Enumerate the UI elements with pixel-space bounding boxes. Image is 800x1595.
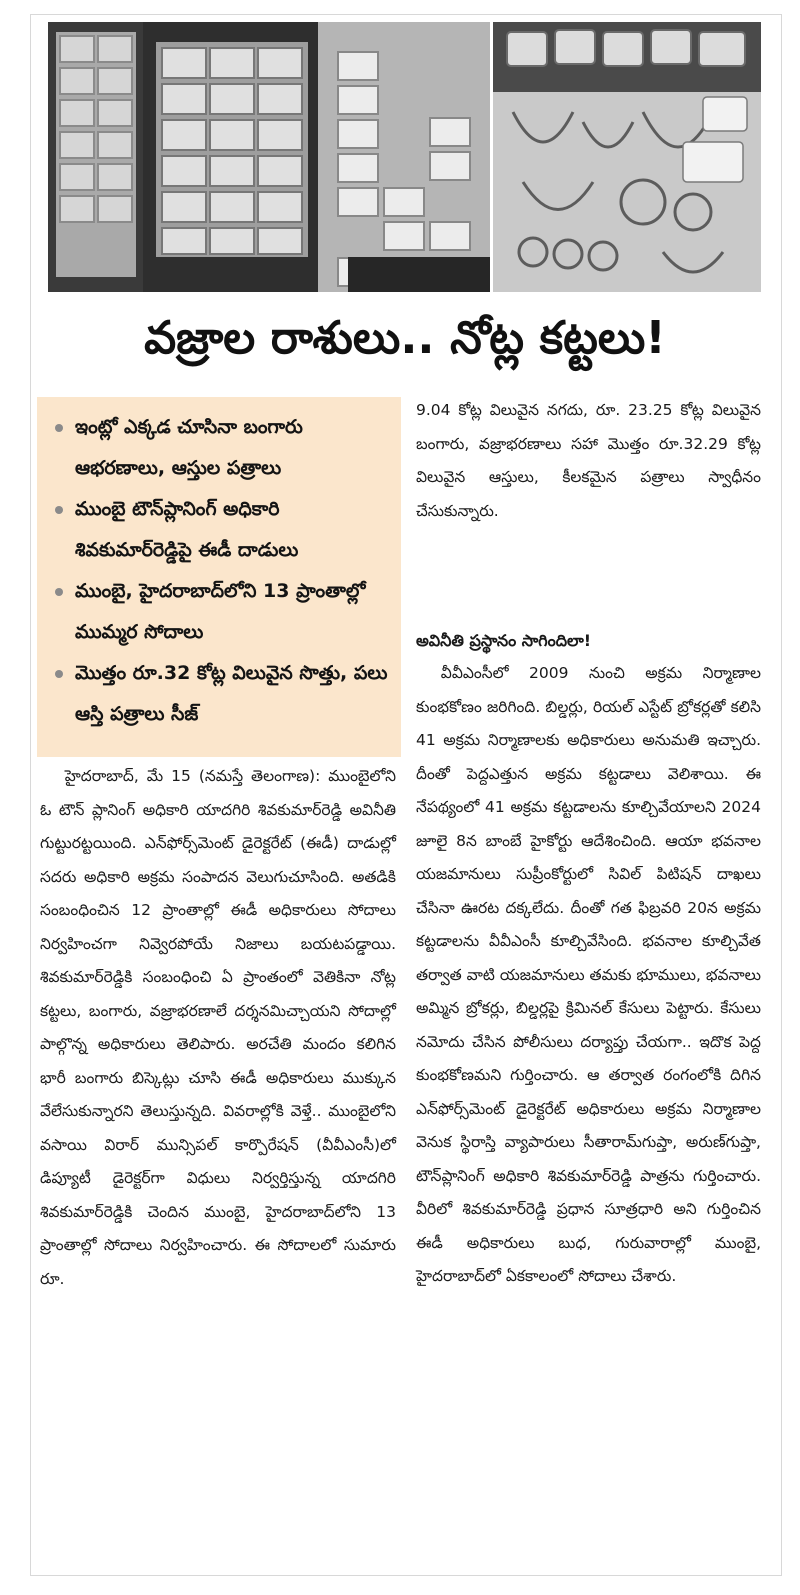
bullet-icon [55, 506, 63, 514]
body-column-right-bottom [416, 625, 761, 1294]
subheading: అవినీతి ప్రస్థానం సాగిందిలా! [416, 631, 592, 650]
highlight-item [51, 407, 391, 489]
body-paragraph: 9.04 కోట్ల విలువైన నగదు, రూ. 23.25 కోట్ల విలువైన బంగారు, వజ్రాభరణాలు సహా మొత్తం రూ.32.29 కోట్ల విలువైన ఆస్తులు, కీలకమైన పత్రాలు స్వాధీనం చేసుకున్నారు. [416, 401, 761, 520]
bullet-icon [55, 670, 63, 678]
highlights-box [37, 397, 401, 757]
jewellery-on-bed-icon [493, 22, 761, 292]
headline: వజ్రాల రాశులు.. నోట్ల కట్టలు! [144, 311, 666, 364]
body-paragraph: హైదరాబాద్, మే 15 (నమస్తే తెలంగాణ): ముంబైలోని ఓ టౌన్ ప్లానింగ్ అధికారి యాదగిరి శివకుమార్‌రెడ్డి అవినీతి గుట్టురట్టయింది. ఎన్‌ఫోర్స్‌మెంట్ డైరెక్టరేట్ (ఈడీ) దాడుల్లో సదరు అధికారి అక్రమ సంపాదన వెలుగుచూసింది. అతడికి సంబంధించిన 12 ప్రాంతాల్లో ఈడీ అధికారులు సోదాలు నిర్వహించగా నివ్వెరపోయే నిజాలు బయటపడ్డాయి. శివకుమార్‌రెడ్డికి సంబంధించి ఏ ప్రాంతంలో వెతికినా నోట్ల కట్టలు, బంగారు, వజ్రాభరణాలే దర్శనమిచ్చాయని సోదాల్లో పాల్గొన్న అధికారులు తెలిపారు. అరచేతి మందం కలిగిన భారీ బంగారు బిస్కెట్లు చూసి ఈడీ అధికారులు ముక్కున వేలేసుకున్నారని తెలుస్తున్నది. వివరాల్లోకి వెళ్తే.. ముంబైలోని వసాయి విరార్ మున్సిపల్ కార్పొరేషన్ (వీవీఎంసీ)లో డిప్యూటీ డైరెక్టర్‌గా విధులు నిర్వర్తిస్తున్న యాదగిరి శివకుమార్‌రెడ్డికి చెందిన ముంబై, హైదరాబాద్‌లోని 13 ప్రాంతాల్లో సోదాలు నిర్వహించారు. ఈ సోదాలలో సుమారు రూ. [40, 767, 396, 1288]
highlight-item [51, 571, 391, 653]
highlight-text: ముంబై టౌన్‌ప్లానింగ్ అధికారి శివకుమార్‌రెడ్డిపై ఈడీ దాడులు [75, 498, 299, 561]
highlight-text: మొత్తం రూ.32 కోట్ల విలువైన సొత్తు, పలు ఆస్తి పత్రాలు సీజ్ [75, 662, 388, 725]
cash-bundles-in-suitcase-icon [48, 22, 490, 292]
highlight-text: ముంబై, హైదరాబాద్‌లోని 13 ప్రాంతాల్లో ముమ్మర సోదాలు [75, 580, 366, 643]
highlight-text: ఇంట్లో ఎక్కడ చూసినా బంగారు ఆభరణాలు, ఆస్తుల పత్రాలు [75, 416, 303, 479]
bullet-icon [55, 588, 63, 596]
body-column-right-top [416, 394, 761, 528]
bullet-icon [55, 424, 63, 432]
body-paragraph: వీవీఎంసీలో 2009 నుంచి అక్రమ నిర్మాణాల కుంభకోణం జరిగింది. బిల్డర్లు, రియల్ ఎస్టేట్ బ్రోకర్లతో కలిసి 41 అక్రమ నిర్మాణాలకు అధికారులు అనుమతి ఇచ్చారు. దీంతో పెద్దఎత్తున అక్రమ కట్టడాలు వెలిశాయి. ఈ నేపథ్యంలో 41 అక్రమ కట్టడాలను కూల్చివేయాలని 2024 జూలై 8న బాంబే హైకోర్టు ఆదేశించింది. ఆయా భవనాల యజమానులు సుప్రీంకోర్టులో సివిల్ పిటిషన్ దాఖలు చేసినా ఊరట దక్కలేదు. దీంతో గత ఫిబ్రవరి 20న అక్రమ కట్టడాలను వీవీఎంసీ కూల్చివేసింది. భవనాల కూల్చివేత తర్వాత వాటి యజమానులు తమకు భూములు, భవనాలు అమ్మిన బ్రోకర్లు, బిల్డర్లపై క్రిమినల్ కేసులు పెట్టారు. కేసులు నమోదు చేసిన పోలీసులు దర్యాప్తు చేయగా.. ఇదొక పెద్ద కుంభకోణమని గుర్తించారు. ఆ తర్వాత రంగంలోకి దిగిన ఎన్‌ఫోర్స్‌మెంట్ డైరెక్టరేట్ అధికారులు అక్రమ నిర్మాణాల వెనుక స్థిరాస్తి వ్యాపారులు సీతారామ్‌గుప్తా, అరుణ్‌గుప్తా, టౌన్‌ప్లానింగ్ అధికారి శివకుమార్‌రెడ్డి పాత్రను గుర్తించారు. వీరిలో శివకుమార్‌రెడ్డి ప్రధాన సూత్రధారి అని గుర్తించిన ఈడీ అధికారులు బుధ, గురువారాల్లో ముంబై, హైదరాబాద్‌లో ఏకకాలంలో సోదాలు చేశారు. [416, 664, 761, 1285]
cash-bundles-photo [48, 22, 490, 292]
highlight-item [51, 489, 391, 571]
jewellery-photo [493, 22, 761, 292]
highlight-item [51, 653, 391, 735]
body-column-left [40, 760, 396, 1296]
